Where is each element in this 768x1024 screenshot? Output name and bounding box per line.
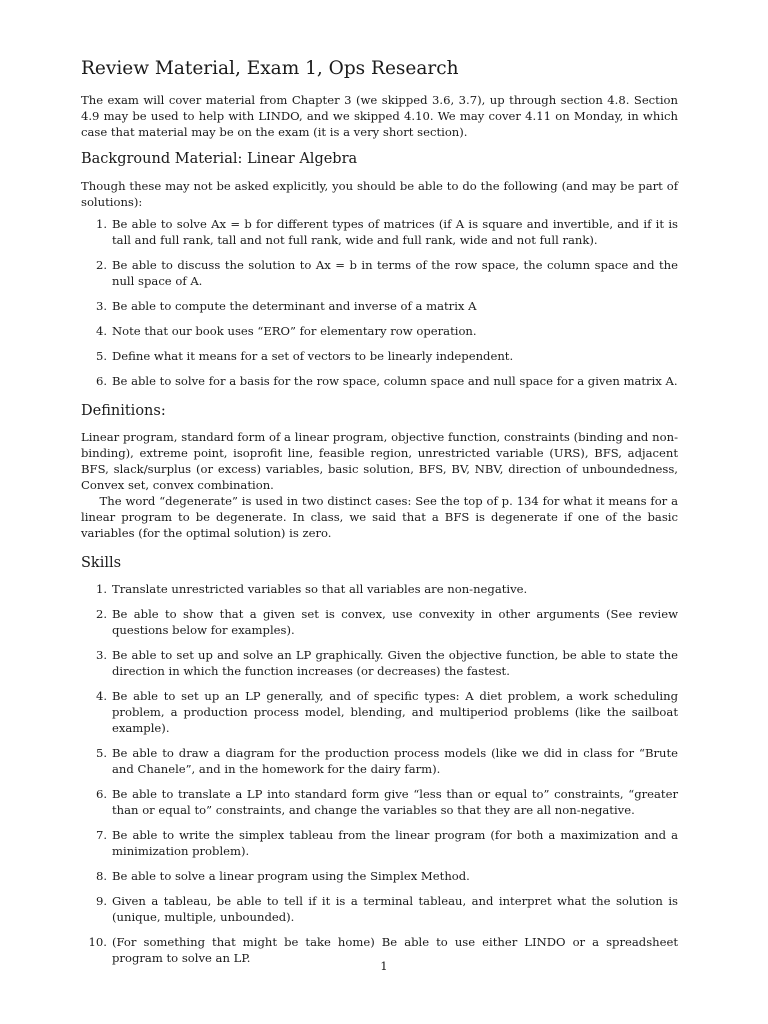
item-number: 3. <box>95 298 107 313</box>
list-item <box>81 786 678 818</box>
item-text: Be able to translate a LP into standard form give “less than or equal to” constraints, “greater than or equal to” constraints, and change the variables so that they are all non-negative. <box>112 787 678 818</box>
item-text: Given a tableau, be able to tell if it is a terminal tableau, and interpret what the solution is (unique, multiple, unbounded). <box>112 894 678 925</box>
item-text: Be able to compute the determinant and inverse of a matrix A <box>112 298 477 313</box>
document-page <box>81 58 678 975</box>
item-number: 8. <box>95 869 107 884</box>
list-item <box>81 216 678 248</box>
list-item <box>81 257 678 289</box>
item-text: Be able to set up and solve an LP graphically. Given the objective function, be able to state the direction in which the function increases (or decreases) the fastest. <box>112 648 678 679</box>
item-number: 1. <box>95 582 107 597</box>
item-number: 6. <box>95 373 107 388</box>
list-item <box>81 827 678 859</box>
background-heading: Background Material: Linear Algebra <box>81 151 358 168</box>
skills-heading: Skills <box>81 554 122 571</box>
item-text: Define what it means for a set of vectors to be linearly independent. <box>112 348 514 363</box>
item-number: 3. <box>95 648 107 663</box>
item-number: 5. <box>95 746 107 761</box>
list-item <box>81 893 678 925</box>
item-number: 2. <box>95 607 107 622</box>
item-number: 7. <box>95 828 107 843</box>
item-text: Be able to solve for a basis for the row space, column space and null space for a given matrix A. <box>112 373 678 388</box>
item-text: Translate unrestricted variables so that all variables are non-negative. <box>112 582 528 597</box>
list-item <box>81 298 678 314</box>
item-number: 1. <box>95 216 107 231</box>
page-number: 1 <box>380 959 388 973</box>
intro-paragraph: The exam will cover material from Chapter 3 (we skipped 3.6, 3.7), up through section 4.8. Section 4.9 may be used to help with LINDO, and we skipped 4.10. We may cover 4.11 on Monday, in which case that material may be on the exam (it is a very short section). <box>81 93 678 140</box>
item-number: 9. <box>95 894 107 909</box>
definitions-heading: Definitions: <box>81 402 166 419</box>
page-title: Review Material, Exam 1, Ops Research <box>81 58 459 79</box>
degenerate-paragraph: The word “degenerate” is used in two distinct cases: See the top of p. 134 for what it means for a linear program to be degenerate. In class, we said that a BFS is degenerate if one of the basic variables (for the optimal solution) is zero. <box>81 493 678 540</box>
item-text: Be able to write the simplex tableau from the linear program (for both a maximization and a minimization problem). <box>112 828 678 859</box>
list-item <box>81 868 678 884</box>
item-number: 4. <box>95 689 107 704</box>
item-text: Be able to discuss the solution to Ax = b in terms of the row space, the column space and the null space of A. <box>112 257 678 288</box>
list-item <box>81 581 678 597</box>
skills-list <box>81 581 678 966</box>
list-item <box>81 745 678 777</box>
item-text: Be able to solve a linear program using the Simplex Method. <box>112 869 470 884</box>
item-number: 2. <box>95 257 107 272</box>
list-item <box>81 373 678 389</box>
definitions-paragraph: Linear program, standard form of a linear program, objective function, constraints (binding and non-binding), extreme point, isoprofit line, feasible region, unrestricted variable (URS), BFS, adjacent BFS, slack/surplus (or excess) variables, basic solution, BFS, BV, NBV, direction of unboundedness, Convex set, convex combination. <box>81 429 678 492</box>
item-text: Be able to set up an LP generally, and of specific types: A diet problem, a work scheduling problem, a production process model, blending, and multiperiod problems (like the sailboat example). <box>112 689 678 736</box>
list-item <box>81 606 678 638</box>
item-text: Note that our book uses “ERO” for elementary row operation. <box>112 323 477 338</box>
background-list <box>81 216 678 389</box>
item-number: 10. <box>88 935 107 950</box>
item-number: 5. <box>95 348 107 363</box>
item-text: Be able to show that a given set is convex, use convexity in other arguments (See review questions below for examples). <box>112 607 678 638</box>
list-item <box>81 348 678 364</box>
item-text: (For something that might be take home) Be able to use either LINDO or a spreadsheet program to solve an LP. <box>112 935 678 966</box>
item-text: Be able to draw a diagram for the production process models (like we did in class for “Brute and Chanele”, and in the homework for the dairy farm). <box>112 746 678 777</box>
item-number: 4. <box>95 323 107 338</box>
list-item <box>81 323 678 339</box>
background-lead: Though these may not be asked explicitly, you should be able to do the following (and may be part of solutions): <box>81 178 678 209</box>
list-item <box>81 688 678 736</box>
list-item <box>81 647 678 679</box>
item-text: Be able to solve Ax = b for different types of matrices (if A is square and invertible, and if it is tall and full rank, tall and not full rank, wide and full rank, wide and not full rank). <box>112 216 678 247</box>
item-number: 6. <box>95 787 107 802</box>
